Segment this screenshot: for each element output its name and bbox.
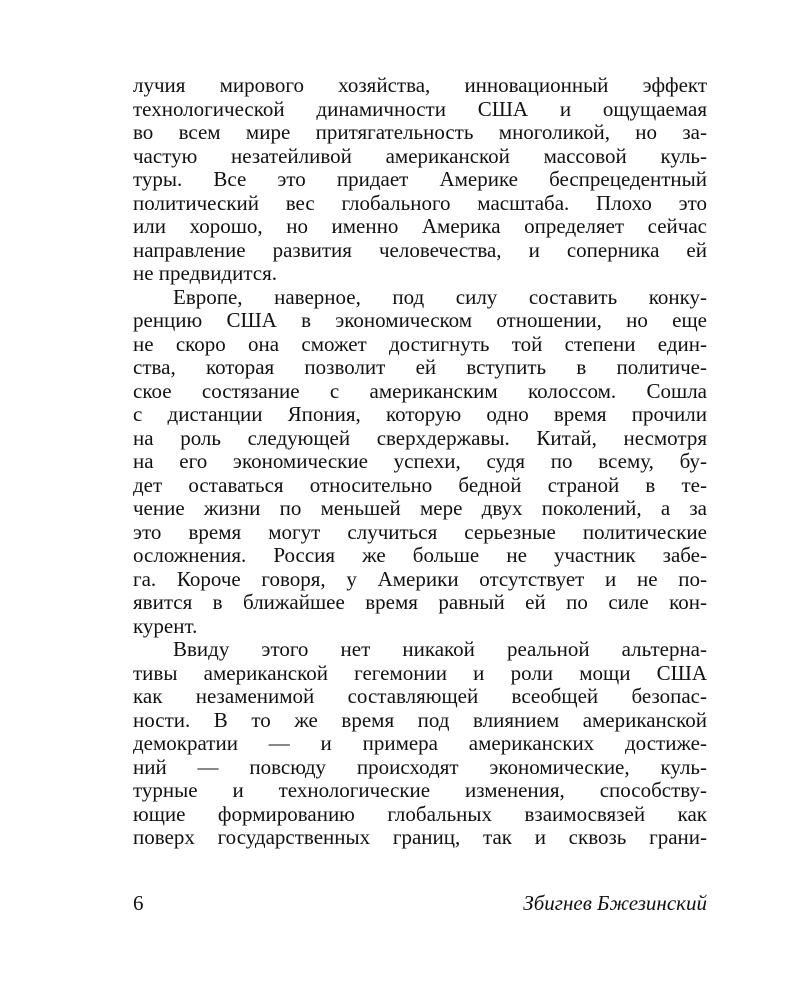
text-line: Ввиду этого нет никакой реальной альтерна- (173, 637, 707, 661)
page-number: 6 (133, 891, 144, 915)
text-line: не предвидится. (133, 261, 278, 285)
text-line: технологической динамичности США и ощущаемая (133, 96, 707, 121)
text-line: направление развития человечества, и соперника ей (133, 237, 707, 262)
text-line: или хорошо, но именно Америка определяет сейчас (133, 214, 707, 238)
text-line: ний — повсюду происходят экономические, куль- (133, 754, 707, 779)
text-line: демократии — и примера американских достиже- (133, 731, 707, 755)
text-line: ности. В то же время под влиянием американской (133, 707, 707, 732)
text-line: не скоро она сможет достигнуть той степени един- (133, 331, 707, 356)
text-line: как незаменимой составляющей всеобщей безопас- (133, 684, 707, 708)
text-line: на роль следующей сверхдержавы. Китай, несмотря (133, 425, 707, 450)
text-line: дет оставаться относительно бедной страной в те- (133, 472, 707, 497)
text-line: турные и технологические изменения, способству- (133, 778, 707, 802)
text-line: на его экономические успехи, судя по всему, бу- (133, 449, 707, 473)
text-line: явится в ближайшее время равный ей по силе кон- (133, 590, 707, 614)
text-line: лучия мирового хозяйства, инновационный эффект (133, 73, 707, 97)
text-line: с дистанции Япония, которую одно время прочили (133, 402, 707, 426)
text-line: тивы американской гегемонии и роли мощи США (133, 660, 707, 685)
text-line: ренцию США в экономическом отношении, но еще (133, 308, 707, 332)
text-line: чение жизни по меньшей мере двух поколений, а за (133, 496, 707, 520)
text-line: ское состязание с американским колоссом. Сошла (133, 378, 707, 403)
running-author: Збигнев Бжезинский (523, 891, 707, 915)
text-line: курент. (133, 613, 198, 638)
text-line: Европе, наверное, под силу составить конку- (173, 284, 707, 309)
body-text (133, 74, 707, 850)
text-line: туры. Все это придает Америке беспрецедентный (133, 167, 707, 191)
text-line: ющие формированию глобальных взаимосвязей как (133, 801, 707, 826)
text-line: га. Короче говоря, у Америки отсутствует и не по- (133, 566, 707, 591)
text-line: поверх государственных границ, так и сквозь грани- (133, 825, 707, 849)
text-line: это время могут случиться серьезные политические (133, 519, 707, 544)
page-footer (133, 890, 707, 916)
text-line: во всем мире притягательность многоликой, но за- (133, 120, 707, 144)
text-line: осложнения. Россия же больше не участник забе- (133, 543, 707, 567)
text-line: частую незатейливой американской массовой куль- (133, 143, 707, 168)
text-line: политический вес глобального масштаба. Плохо это (133, 190, 707, 215)
text-line: ства, которая позволит ей вступить в политиче- (133, 355, 707, 379)
